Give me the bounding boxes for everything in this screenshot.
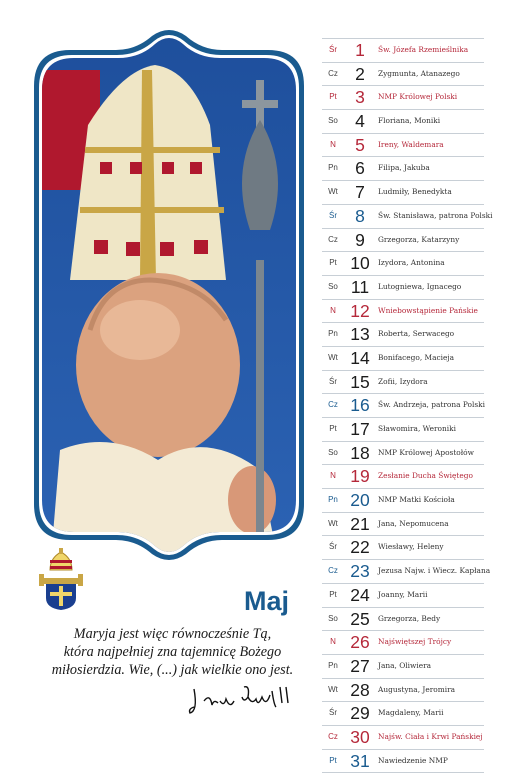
day-of-week: So xyxy=(328,281,338,291)
day-of-week: Pt xyxy=(329,755,337,765)
quote-line-1: Maryja jest więc równocześnie Tą, xyxy=(73,626,272,642)
name-day: NMP Matki Kościoła xyxy=(378,495,455,505)
name-day: Ludmiły, Benedykta xyxy=(378,187,452,197)
quote-line-2: która najpełniej zna tajemnicę Bożego xyxy=(63,644,282,660)
day-of-week: Pn xyxy=(328,329,338,339)
pope-with-crozier-photo-icon xyxy=(30,30,308,570)
day-row xyxy=(322,513,484,537)
day-number: 18 xyxy=(350,442,370,463)
day-number: 5 xyxy=(355,134,365,155)
quote-line-3: miłosierdzia. Wie, (...) jak wielkie ono jest. xyxy=(51,662,294,678)
day-of-week: N xyxy=(330,305,336,315)
day-number: 3 xyxy=(355,87,365,108)
day-row xyxy=(322,726,484,750)
day-row xyxy=(322,608,484,632)
name-day: Najśw. Ciała i Krwi Pańskiej xyxy=(378,731,483,741)
day-of-week: So xyxy=(328,613,338,623)
day-of-week: Pn xyxy=(328,495,338,505)
day-of-week: Śr xyxy=(329,708,337,718)
day-row xyxy=(322,63,484,87)
name-day: Św. Andrzeja, patrona Polski xyxy=(378,400,485,410)
papal-coat-of-arms-icon xyxy=(36,548,86,610)
day-number: 11 xyxy=(350,276,370,297)
day-number: 27 xyxy=(350,655,370,676)
name-day: Floriana, Moniki xyxy=(378,116,441,126)
day-number: 10 xyxy=(350,253,370,274)
day-of-week: Pt xyxy=(329,589,337,599)
day-number: 22 xyxy=(350,537,370,558)
day-number: 26 xyxy=(350,632,370,653)
name-day: Św. Józefa Rzemieślnika xyxy=(378,45,469,54)
day-number: 9 xyxy=(355,229,365,250)
day-of-week: N xyxy=(330,471,336,481)
name-day: Nawiedzenie NMP xyxy=(378,755,448,765)
day-of-week: Śr xyxy=(329,376,337,386)
name-day: Najświętszej Trójcy xyxy=(378,637,452,647)
day-row xyxy=(322,276,484,300)
day-row xyxy=(322,300,484,324)
name-day: NMP Królowej Apostołów xyxy=(378,447,474,457)
day-row xyxy=(322,181,484,205)
handwritten-signature xyxy=(186,683,298,719)
day-number: 28 xyxy=(350,679,370,700)
day-row xyxy=(322,702,484,726)
name-day: Św. Stanisława, patrona Polski xyxy=(378,210,493,220)
day-row xyxy=(322,347,484,371)
day-of-week: Wt xyxy=(328,518,338,528)
day-number: 25 xyxy=(350,608,370,629)
day-row xyxy=(322,631,484,655)
name-day: Grzegorza, Katarzyny xyxy=(378,234,460,244)
day-number: 2 xyxy=(355,63,365,84)
day-of-week: Pn xyxy=(328,163,338,173)
day-row xyxy=(322,86,484,110)
name-day: Zygmunta, Atanazego xyxy=(378,68,460,78)
day-of-week: So xyxy=(328,447,338,457)
day-row xyxy=(322,465,484,489)
name-day: NMP Królowej Polski xyxy=(378,92,458,102)
day-number: 6 xyxy=(355,158,365,179)
day-number: 31 xyxy=(350,750,370,771)
day-row xyxy=(322,560,491,584)
name-day: Sławomira, Weroniki xyxy=(378,424,456,433)
day-number: 15 xyxy=(350,371,370,392)
day-of-week: Cz xyxy=(328,731,338,741)
quote xyxy=(40,625,305,679)
day-row xyxy=(322,584,484,608)
pope-photo-frame xyxy=(30,30,308,570)
day-row xyxy=(322,38,484,63)
day-of-week: Pt xyxy=(329,424,337,433)
day-number: 23 xyxy=(350,561,370,582)
day-of-week: So xyxy=(328,116,338,126)
day-row xyxy=(322,371,484,395)
day-row xyxy=(322,418,484,442)
day-row xyxy=(322,536,484,560)
day-row xyxy=(322,229,484,253)
day-number: 13 xyxy=(350,324,370,345)
day-of-week: N xyxy=(330,637,336,647)
day-of-week: Cz xyxy=(328,68,338,78)
day-of-week: Pn xyxy=(328,660,338,670)
day-of-week: N xyxy=(330,139,336,149)
day-row xyxy=(322,442,484,466)
day-number: 16 xyxy=(350,395,370,416)
day-number: 8 xyxy=(355,205,365,226)
name-day: Izydora, Antonina xyxy=(378,258,445,268)
day-number: 20 xyxy=(350,490,370,511)
name-day: Jana, Nepomucena xyxy=(378,518,449,528)
day-number: 24 xyxy=(350,584,370,605)
day-number: 29 xyxy=(350,703,370,724)
name-day: Jezusa Najw. i Wiecz. Kapłana xyxy=(378,566,491,576)
day-row xyxy=(322,157,484,181)
name-day: Bonifacego, Macieja xyxy=(378,352,455,362)
day-row xyxy=(322,750,484,773)
name-day: Zofii, Izydora xyxy=(378,376,428,386)
month-title: Maj xyxy=(244,586,290,616)
name-day: Zesłanie Ducha Świętego xyxy=(378,471,473,481)
day-row xyxy=(322,134,484,158)
day-of-week: Cz xyxy=(328,400,338,410)
name-day: Ireny, Waldemara xyxy=(378,139,444,149)
day-number: 7 xyxy=(355,182,365,203)
day-number: 4 xyxy=(355,111,365,132)
name-day: Lutogniewa, Ignacego xyxy=(378,281,462,291)
day-number: 14 xyxy=(350,347,370,368)
name-day: Magdaleny, Marii xyxy=(378,708,444,718)
day-of-week: Śr xyxy=(329,45,337,54)
day-number: 30 xyxy=(350,726,370,747)
name-day: Wniebowstąpienie Pańskie xyxy=(378,305,478,315)
day-of-week: Wt xyxy=(328,352,338,362)
name-day: Jana, Oliwiera xyxy=(378,660,432,670)
name-day: Roberta, Serwacego xyxy=(378,329,455,339)
day-row xyxy=(322,252,484,276)
day-of-week: Śr xyxy=(329,210,337,220)
day-row xyxy=(322,110,484,134)
day-of-week: Wt xyxy=(328,187,338,197)
days-list xyxy=(322,38,493,773)
day-row xyxy=(322,679,484,703)
day-number: 21 xyxy=(350,513,370,534)
day-of-week: Śr xyxy=(329,542,337,552)
day-row xyxy=(322,323,484,347)
day-row xyxy=(322,655,484,679)
day-row xyxy=(322,205,493,229)
day-of-week: Cz xyxy=(328,234,338,244)
day-of-week: Pt xyxy=(329,92,337,102)
name-day: Joanny, Marii xyxy=(378,589,428,599)
day-of-week: Pt xyxy=(329,258,337,268)
day-row xyxy=(322,394,484,418)
name-day: Filipa, Jakuba xyxy=(378,163,430,173)
day-of-week: Cz xyxy=(328,566,338,576)
day-of-week: Wt xyxy=(328,684,338,694)
name-day: Wiesławy, Heleny xyxy=(378,542,444,552)
day-number: 1 xyxy=(355,40,365,60)
day-number: 19 xyxy=(350,466,370,487)
name-day: Grzegorza, Bedy xyxy=(378,613,441,623)
name-day: Augustyna, Jeromira xyxy=(378,684,456,694)
day-row xyxy=(322,489,484,513)
day-number: 17 xyxy=(350,419,370,439)
day-number: 12 xyxy=(350,300,370,321)
